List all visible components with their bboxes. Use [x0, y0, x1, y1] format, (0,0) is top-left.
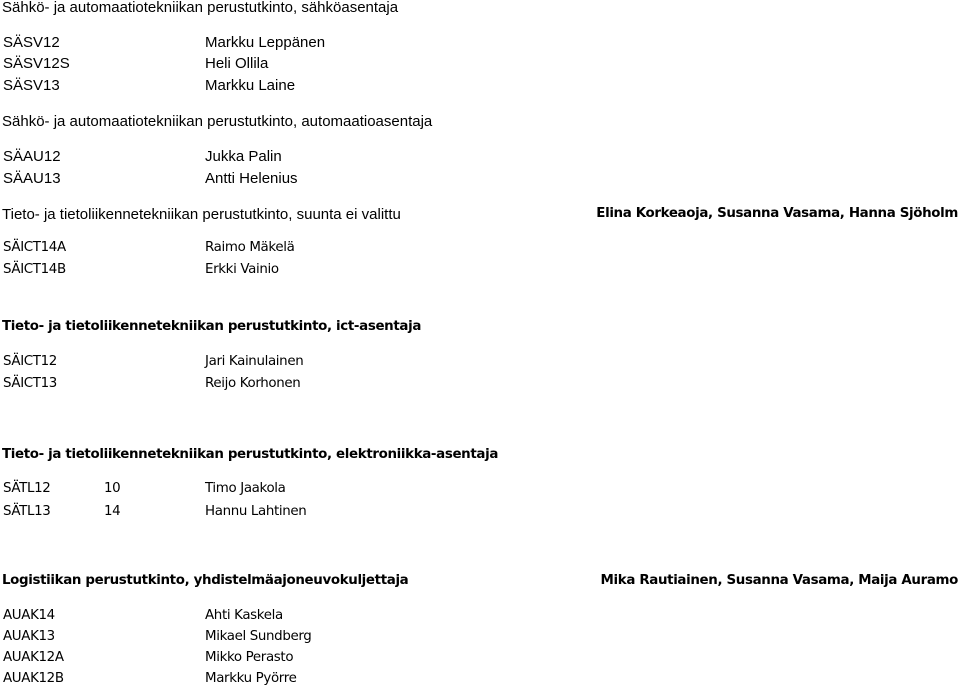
section-contacts: Elina Korkeaoja, Susanna Vasama, Hanna Sjöholm: [596, 206, 958, 221]
section-heading-elektroniikka-asentaja: Tieto- ja tietoliikennetekniikan perustutkinto, elektroniikka-asentaja: [2, 447, 499, 462]
group-code: SÄICT14B: [3, 262, 66, 277]
group-code: AUAK14: [3, 608, 55, 623]
group-code: SÄICT14A: [3, 240, 66, 255]
group-code: SÄSV12S: [3, 55, 70, 72]
group-code: SÄTL12: [3, 481, 51, 496]
group-teacher: Jari Kainulainen: [205, 354, 304, 369]
group-teacher: Jukka Palin: [205, 148, 282, 165]
group-teacher: Reijo Korhonen: [205, 376, 301, 391]
group-code: AUAK13: [3, 629, 55, 644]
group-code: AUAK12A: [3, 650, 64, 665]
group-teacher: Markku Pyörre: [205, 671, 297, 686]
group-teacher: Heli Ollila: [205, 55, 269, 72]
group-teacher: Mikael Sundberg: [205, 629, 312, 644]
group-teacher: Hannu Lahtinen: [205, 504, 307, 519]
section-heading-automaatioasentaja: Sähkö- ja automaatiotekniikan perustutkinto, automaatioasentaja: [2, 113, 433, 130]
group-code: SÄSV12: [3, 34, 60, 51]
group-code: SÄAU12: [3, 148, 61, 165]
group-code: SÄSV13: [3, 77, 60, 94]
group-code: AUAK12B: [3, 671, 64, 686]
group-teacher: Ahti Kaskela: [205, 608, 283, 623]
group-count: 14: [104, 504, 121, 519]
group-teacher: Markku Laine: [205, 77, 296, 94]
group-teacher: Raimo Mäkelä: [205, 240, 295, 255]
group-teacher: Antti Helenius: [205, 170, 298, 187]
group-teacher: Mikko Perasto: [205, 650, 294, 665]
group-count: 10: [104, 481, 121, 496]
group-teacher: Timo Jaakola: [205, 481, 286, 496]
section-heading-ict-asentaja: Tieto- ja tietoliikennetekniikan perustutkinto, ict-asentaja: [2, 319, 422, 334]
group-code: SÄICT12: [3, 354, 57, 369]
group-teacher: Markku Leppänen: [205, 34, 326, 51]
section-heading-sahkoasentaja: Sähkö- ja automaatiotekniikan perustutkinto, sähköasentaja: [2, 0, 399, 16]
group-code: SÄAU13: [3, 170, 61, 187]
section-heading-suunta-ei-valittu: Tieto- ja tietoliikennetekniikan perustutkinto, suunta ei valittu: [2, 206, 401, 223]
section-contacts: Mika Rautiainen, Susanna Vasama, Maija Auramo: [600, 573, 958, 588]
section-heading-yhdistelmaajoneuvokuljettaja: Logistiikan perustutkinto, yhdistelmäajoneuvokuljettaja: [2, 573, 409, 588]
group-code: SÄTL13: [3, 504, 51, 519]
group-teacher: Erkki Vainio: [205, 262, 279, 277]
group-code: SÄICT13: [3, 376, 57, 391]
